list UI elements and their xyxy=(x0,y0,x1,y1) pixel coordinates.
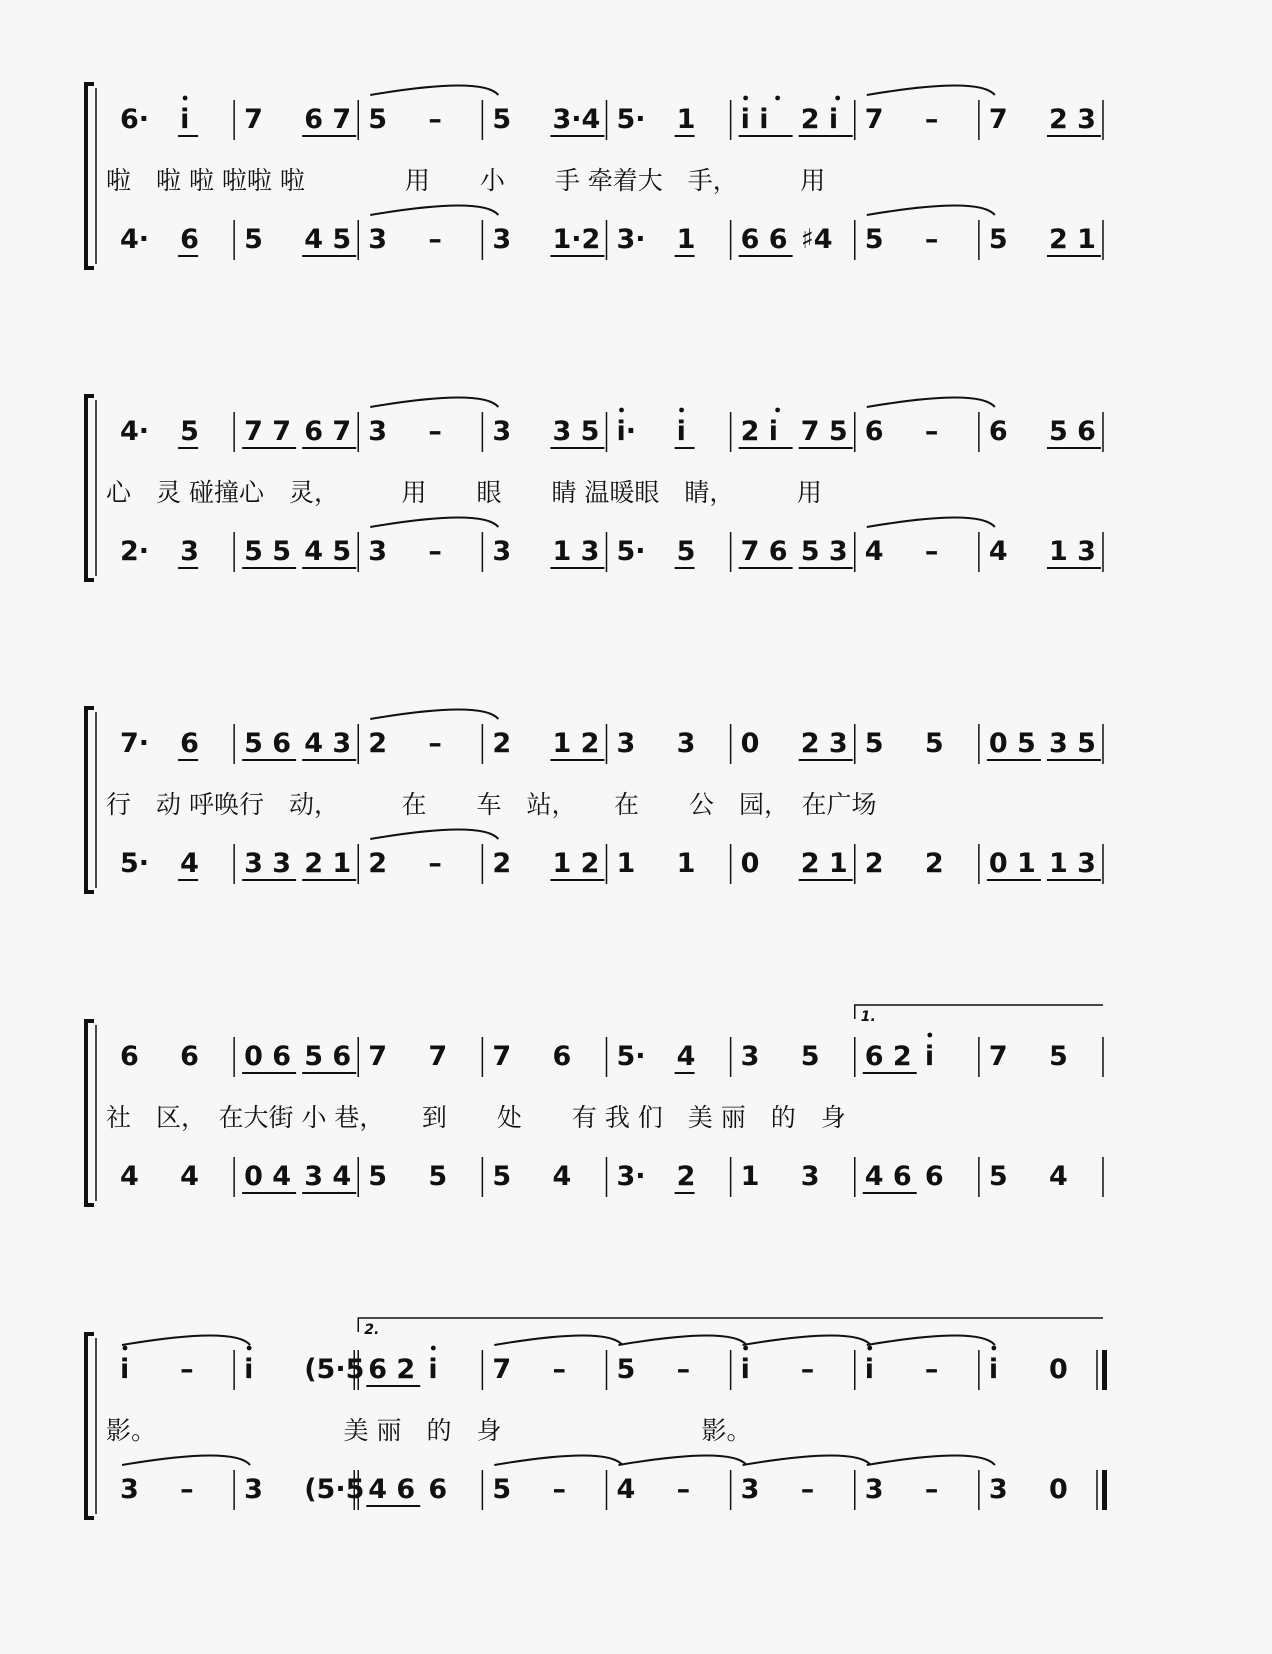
jianpu-note: 5 xyxy=(988,1161,1008,1192)
jianpu-note: 5 xyxy=(180,416,199,447)
jianpu-note: – xyxy=(924,1474,939,1505)
jianpu-note: 5· xyxy=(616,1041,646,1072)
jianpu-note: – xyxy=(800,1354,815,1385)
jianpu-note: 1 3 xyxy=(552,536,600,567)
jianpu-note: 1 2 xyxy=(552,728,600,759)
jianpu-note: 5 xyxy=(800,1041,820,1072)
jianpu-note: 5 xyxy=(864,728,884,759)
tie xyxy=(867,206,995,216)
jianpu-note: 5· xyxy=(120,848,150,879)
jianpu-note: 7 xyxy=(988,1041,1008,1072)
jianpu-note: i xyxy=(180,104,190,135)
jianpu-note: 3 xyxy=(492,536,512,567)
jianpu-note: 7· xyxy=(120,728,150,759)
jianpu-note: 6 xyxy=(428,1474,448,1505)
jianpu-note: 2 xyxy=(368,728,388,759)
jianpu-note: i xyxy=(924,1041,935,1072)
jianpu-note: – xyxy=(924,536,939,567)
lyrics-line: 行 动 呼唤行 动， 在 车 站， 在 公 园， 在广场 xyxy=(106,790,877,819)
tie xyxy=(370,206,498,216)
jianpu-note: – xyxy=(552,1354,566,1385)
jianpu-note: 4 xyxy=(120,1161,139,1192)
jianpu-note: 7 xyxy=(368,1041,388,1072)
jianpu-note: 5 xyxy=(676,536,696,567)
jianpu-note: – xyxy=(924,1354,939,1385)
jianpu-note: 2 xyxy=(492,848,512,879)
lyrics-line: 啦 啦 啦 啦啦 啦 用 小 手 牵着大 手， 用 xyxy=(106,166,826,195)
jianpu-note: 5 xyxy=(368,104,388,135)
tie xyxy=(370,398,498,408)
jianpu-note: 6 xyxy=(988,416,1008,447)
jianpu-note: 7 xyxy=(864,104,884,135)
jianpu-note: i xyxy=(864,1354,875,1385)
jianpu-note: 1 2 xyxy=(552,848,600,879)
jianpu-note: 3 xyxy=(180,536,199,567)
jianpu-note: 3 5 xyxy=(1048,728,1096,759)
jianpu-note: 7 6 xyxy=(740,536,788,567)
tie xyxy=(867,86,995,96)
tie xyxy=(122,1336,250,1346)
jianpu-note: – xyxy=(180,1354,194,1385)
jianpu-note: 5 xyxy=(924,728,944,759)
jianpu-note: 2 xyxy=(924,848,944,879)
jianpu-note: 5 xyxy=(368,1161,388,1192)
tie xyxy=(743,1456,871,1466)
jianpu-note: 5 xyxy=(492,1474,512,1505)
jianpu-note: 4 6 xyxy=(864,1161,912,1192)
jianpu-note: 3 xyxy=(740,1474,760,1505)
jianpu-note: 7 xyxy=(244,104,263,135)
jianpu-note: 3 xyxy=(676,728,696,759)
jianpu-note: 3 3 xyxy=(244,848,292,879)
jianpu-note: – xyxy=(924,416,939,447)
jianpu-note: 2 1 xyxy=(1048,224,1096,255)
jianpu-note: – xyxy=(180,1474,194,1505)
jianpu-note: 6· xyxy=(120,104,150,135)
tie xyxy=(619,1336,747,1346)
tie xyxy=(370,830,498,840)
jianpu-note: 5 3 xyxy=(800,536,848,567)
jianpu-note: 7 xyxy=(428,1041,448,1072)
jianpu-note: i i xyxy=(740,104,769,135)
octave-dot xyxy=(247,1346,252,1351)
jianpu-note: 0 xyxy=(1048,1474,1068,1505)
jianpu-note: 3 xyxy=(368,536,388,567)
jianpu-note: 2 3 xyxy=(800,728,848,759)
jianpu-note: 1 xyxy=(676,104,696,135)
octave-dot xyxy=(927,1033,932,1038)
jianpu-note: – xyxy=(428,104,442,135)
jianpu-note: 5· xyxy=(616,536,646,567)
octave-dot xyxy=(743,1346,748,1351)
jianpu-note: 2 1 xyxy=(800,848,848,879)
jianpu-note: 4 5 xyxy=(304,224,352,255)
jianpu-note: 5 xyxy=(492,1161,512,1192)
octave-dot xyxy=(775,96,780,101)
octave-dot xyxy=(867,1346,872,1351)
octave-dot xyxy=(775,408,780,413)
jianpu-note: 5 xyxy=(1048,1041,1068,1072)
jianpu-note: 0 4 xyxy=(244,1161,292,1192)
jianpu-note: 6 xyxy=(120,1041,139,1072)
jianpu-note: 0 6 xyxy=(244,1041,292,1072)
jianpu-note: – xyxy=(924,104,939,135)
tie xyxy=(867,518,995,528)
jianpu-note: 2 1 xyxy=(304,848,352,879)
tie xyxy=(867,1456,995,1466)
jianpu-note: 7 xyxy=(492,1041,512,1072)
volta-bracket xyxy=(358,1318,1103,1332)
jianpu-note: 3 5 xyxy=(552,416,600,447)
jianpu-note: 3 xyxy=(492,224,512,255)
jianpu-note: 5· xyxy=(616,104,646,135)
volta-bracket xyxy=(855,1005,1103,1019)
jianpu-note: 5 6 xyxy=(304,1041,352,1072)
jianpu-note: 3 xyxy=(368,224,388,255)
jianpu-note: 5 xyxy=(428,1161,448,1192)
jianpu-note: 7 xyxy=(492,1354,512,1385)
jianpu-note: 5 xyxy=(864,224,884,255)
jianpu-note: 6 xyxy=(864,416,884,447)
jianpu-note: 4 xyxy=(988,536,1008,567)
jianpu-note: 5 xyxy=(244,224,263,255)
lyrics-line: 心 灵 碰撞心 灵， 用 眼 睛 温暖眼 睛， 用 xyxy=(106,478,822,507)
jianpu-note: i xyxy=(244,1354,254,1385)
jianpu-note: 3 xyxy=(616,728,636,759)
jianpu-note: – xyxy=(428,224,442,255)
octave-dot xyxy=(431,1346,436,1351)
jianpu-note: 6 xyxy=(552,1041,572,1072)
jianpu-note: i· xyxy=(616,416,637,447)
jianpu-note: i xyxy=(988,1354,999,1385)
jianpu-note: 6 6 xyxy=(740,224,788,255)
jianpu-note: 4 xyxy=(552,1161,572,1192)
jianpu-note: 5 xyxy=(492,104,512,135)
tie xyxy=(867,398,995,408)
system-bracket xyxy=(86,396,94,580)
jianpu-note: 7 7 xyxy=(244,416,292,447)
jianpu-note: 3 xyxy=(740,1041,760,1072)
jianpu-note: 0 xyxy=(740,728,760,759)
jianpu-note: 4 5 xyxy=(304,536,352,567)
jianpu-note: 2 i xyxy=(740,416,779,447)
jianpu-note: 5 xyxy=(988,224,1008,255)
tie xyxy=(370,710,498,720)
jianpu-note: 6 7 xyxy=(304,416,352,447)
jianpu-note: 4 xyxy=(864,536,884,567)
jianpu-note: 0 5 xyxy=(988,728,1036,759)
tie xyxy=(494,1336,622,1346)
jianpu-note: 7 xyxy=(988,104,1008,135)
jianpu-note: 2 xyxy=(492,728,512,759)
jianpu-note: (5·5 xyxy=(304,1354,365,1385)
jianpu-note: 4 xyxy=(180,848,199,879)
volta-number: 2. xyxy=(364,1322,380,1338)
jianpu-note: – xyxy=(552,1474,566,1505)
jianpu-note: – xyxy=(676,1474,691,1505)
jianpu-note: 6 2 xyxy=(368,1354,416,1385)
jianpu-note: 1 3 xyxy=(1048,848,1096,879)
jianpu-note: 4 xyxy=(676,1041,696,1072)
jianpu-note: 4· xyxy=(120,416,150,447)
tie xyxy=(619,1456,747,1466)
jianpu-note: – xyxy=(428,416,442,447)
jianpu-note: (5·5 xyxy=(304,1474,365,1505)
jianpu-note: 5 5 xyxy=(244,536,292,567)
jianpu-note: 3·4 xyxy=(552,104,601,135)
jianpu-note: – xyxy=(428,728,442,759)
jianpu-note: i xyxy=(120,1354,130,1385)
jianpu-note: 1 xyxy=(740,1161,760,1192)
lyrics-line: 影。 美 丽 的 身 影。 xyxy=(106,1416,752,1445)
jianpu-note: 5 xyxy=(616,1354,636,1385)
jianpu-note: 6 2 xyxy=(864,1041,912,1072)
jianpu-note: 5 6 xyxy=(244,728,292,759)
jianpu-note: 0 xyxy=(1048,1354,1068,1385)
jianpu-note: 3 xyxy=(864,1474,884,1505)
jianpu-note: 1 xyxy=(676,848,696,879)
jianpu-note: 6 xyxy=(180,224,199,255)
jianpu-note: 4 xyxy=(1048,1161,1068,1192)
jianpu-note: 1·2 xyxy=(552,224,601,255)
jianpu-note: 3 xyxy=(368,416,388,447)
jianpu-note: 2 3 xyxy=(1048,104,1096,135)
system-bracket xyxy=(86,1334,94,1518)
tie xyxy=(370,86,498,96)
octave-dot xyxy=(991,1346,996,1351)
jianpu-note: 0 xyxy=(740,848,760,879)
jianpu-note: – xyxy=(428,536,442,567)
jianpu-note: 6 xyxy=(180,728,199,759)
tie xyxy=(867,1336,995,1346)
jianpu-note: 4· xyxy=(120,224,150,255)
jianpu-note: 4 3 xyxy=(304,728,352,759)
jianpu-note: 1 3 xyxy=(1048,536,1096,567)
jianpu-note: ♯4 xyxy=(800,224,833,255)
jianpu-note: 2· xyxy=(120,536,150,567)
octave-dot xyxy=(123,1346,128,1351)
jianpu-note: 7 5 xyxy=(800,416,848,447)
tie xyxy=(370,518,498,528)
jianpu-note: 3 xyxy=(988,1474,1008,1505)
jianpu-note: – xyxy=(676,1354,691,1385)
jianpu-note: i xyxy=(740,1354,750,1385)
octave-dot xyxy=(619,408,624,413)
jianpu-note: 0 1 xyxy=(988,848,1036,879)
volta-number: 1. xyxy=(860,1009,876,1025)
jianpu-note: 3· xyxy=(616,224,646,255)
jianpu-note: 3· xyxy=(616,1161,646,1192)
jianpu-note: 3 xyxy=(244,1474,263,1505)
jianpu-note: 4 xyxy=(616,1474,636,1505)
jianpu-note: 2 xyxy=(368,848,388,879)
system-bracket xyxy=(86,1021,94,1205)
jianpu-note: – xyxy=(428,848,442,879)
jianpu-note: 2 i xyxy=(800,104,839,135)
octave-dot xyxy=(835,96,840,101)
octave-dot xyxy=(679,408,684,413)
jianpu-note: – xyxy=(924,224,939,255)
jianpu-note: 3 4 xyxy=(304,1161,352,1192)
jianpu-note: 3 xyxy=(800,1161,820,1192)
lyrics-line: 社 区， 在大街 小 巷， 到 处 有 我 们 美 丽 的 身 xyxy=(106,1103,846,1132)
jianpu-note: 4 xyxy=(180,1161,199,1192)
jianpu-note: 2 xyxy=(676,1161,696,1192)
jianpu-note: 1 xyxy=(676,224,696,255)
jianpu-note: 3 xyxy=(492,416,512,447)
jianpu-note: 4 6 xyxy=(368,1474,416,1505)
tie xyxy=(122,1456,250,1466)
jianpu-note: 6 7 xyxy=(304,104,352,135)
jianpu-note: 6 xyxy=(180,1041,199,1072)
system-bracket xyxy=(86,84,94,268)
octave-dot xyxy=(183,96,188,101)
tie xyxy=(743,1336,871,1346)
jianpu-note: – xyxy=(800,1474,815,1505)
jianpu-note: 2 xyxy=(864,848,884,879)
jianpu-note: i xyxy=(676,416,686,447)
jianpu-note: 6 xyxy=(924,1161,944,1192)
jianpu-note: 5 6 xyxy=(1048,416,1096,447)
jianpu-note: i xyxy=(428,1354,438,1385)
octave-dot xyxy=(743,96,748,101)
system-bracket xyxy=(86,708,94,892)
jianpu-note: 3 xyxy=(120,1474,139,1505)
jianpu-note: 1 xyxy=(616,848,636,879)
tie xyxy=(494,1456,622,1466)
